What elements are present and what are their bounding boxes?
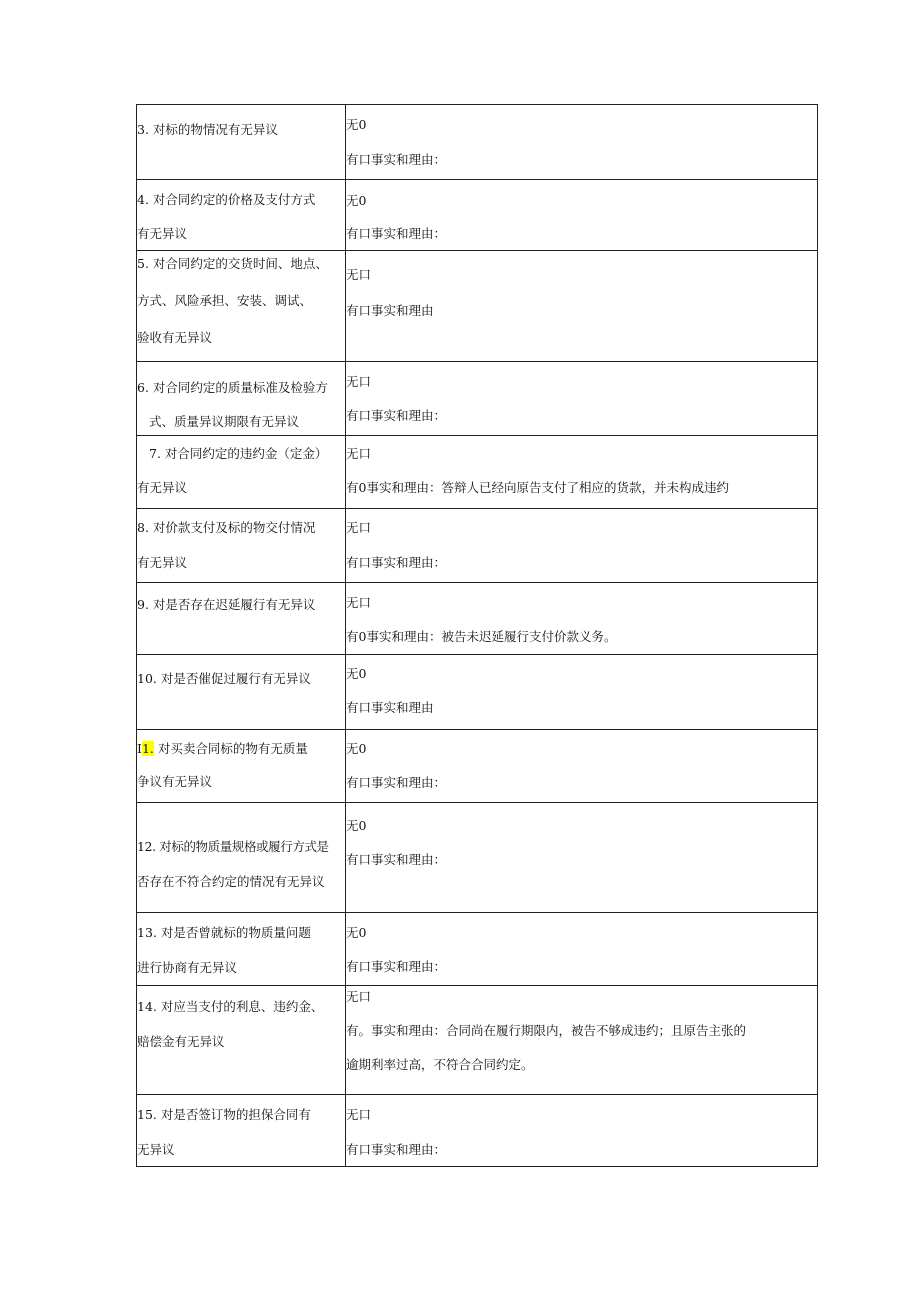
answer-cell <box>346 730 818 803</box>
question-cell <box>137 913 346 986</box>
question-text: 争议有无异议 <box>137 774 213 789</box>
table-row <box>137 655 818 730</box>
answer-cell <box>346 509 818 583</box>
question-text: 10. 对是否催促过履行有无异议 <box>137 671 311 686</box>
answer-yes-option: 有0事实和理由：答辩人已经向原告支付了相应的货款，并未构成违约 <box>346 480 729 495</box>
question-text: 7. 对合同约定的违约金（定金） <box>149 446 328 461</box>
answer-yes-option: 有口事实和理由： <box>346 408 447 423</box>
table-row <box>137 583 818 655</box>
answer-yes-option: 有口事实和理由： <box>346 959 447 974</box>
question-cell <box>137 1095 346 1167</box>
answer-cell <box>346 913 818 986</box>
question-text: 13. 对是否曾就标的物质量问题 <box>137 925 311 940</box>
answer-no-option: 无口 <box>346 989 372 1004</box>
answer-cell <box>346 105 818 180</box>
answer-yes-option: 有0事实和理由：被告未迟延履行支付价款义务。 <box>346 629 617 644</box>
question-text: 5. 对合同约定的交货时间、地点、 <box>137 256 328 271</box>
question-text: 方式、风险承担、安装、调试、 <box>137 293 313 308</box>
question-text: 进行协商有无异议 <box>137 960 238 975</box>
question-cell <box>137 251 346 362</box>
answer-no-option: 无口 <box>346 374 372 389</box>
answer-no-option: 无口 <box>346 595 372 610</box>
answer-cell <box>346 986 818 1095</box>
answer-cell <box>346 251 818 362</box>
question-text: 有无异议 <box>137 480 188 495</box>
question-text: 15. 对是否签订物的担保合同有 <box>137 1107 311 1122</box>
answer-no-option: 无0 <box>346 666 367 681</box>
answer-cell <box>346 180 818 251</box>
table-row <box>137 436 818 509</box>
question-text <box>137 739 345 757</box>
question-cell <box>137 362 346 436</box>
question-cell <box>137 986 346 1095</box>
answer-cell <box>346 362 818 436</box>
question-text: 4. 对合同约定的价格及支付方式 <box>137 192 316 207</box>
table-row <box>137 362 818 436</box>
answer-reason-continued: 逾期利率过高，不符合合同约定。 <box>346 1057 534 1072</box>
question-cell <box>137 730 346 803</box>
answer-no-option: 无口 <box>346 1107 372 1122</box>
answer-yes-option: 有口事实和理由： <box>346 555 447 570</box>
question-cell <box>137 583 346 655</box>
question-cell <box>137 803 346 913</box>
question-text: 赔偿金有无异议 <box>137 1034 225 1049</box>
table-row <box>137 986 818 1095</box>
table-row <box>137 1095 818 1167</box>
answer-no-option: 无口 <box>346 267 372 282</box>
question-cell <box>137 436 346 509</box>
table-row <box>137 105 818 180</box>
question-text: 8. 对价款支付及标的物交付情况 <box>137 520 316 535</box>
answer-yes-option: 有口事实和理由 <box>346 303 434 318</box>
table-row <box>137 803 818 913</box>
question-cell <box>137 655 346 730</box>
answer-no-option: 无0 <box>346 818 367 833</box>
question-text: 式、质量异议期限有无异议 <box>149 414 300 429</box>
answer-cell <box>346 1095 818 1167</box>
table-row <box>137 180 818 251</box>
answer-yes-option: 有口事实和理由： <box>346 1142 447 1157</box>
answer-yes-option: 有口事实和理由： <box>346 775 447 790</box>
question-cell <box>137 180 346 251</box>
question-text: 12. 对标的物质量规格或履行方式是 <box>137 839 329 854</box>
answer-no-option: 无口 <box>346 520 372 535</box>
question-text: 9. 对是否存在迟延履行有无异议 <box>137 597 316 612</box>
answer-yes-option: 有口事实和理由： <box>346 152 447 167</box>
table-row <box>137 730 818 803</box>
answer-yes-option: 有。事实和理由：合同尚在履行期限内，被告不够成违约；且原告主张的 <box>346 1023 747 1038</box>
question-text: 有无异议 <box>137 555 188 570</box>
question-number-prefix: I <box>137 741 142 756</box>
answer-cell <box>346 436 818 509</box>
question-text: 验收有无异议 <box>137 330 213 345</box>
question-text: 有无异议 <box>137 226 188 241</box>
answer-no-option: 无0 <box>346 741 367 756</box>
question-text: 无异议 <box>137 1142 175 1157</box>
table-row <box>137 509 818 583</box>
question-text-rest: 对买卖合同标的物有无质量 <box>153 741 308 756</box>
answer-yes-option: 有口事实和理由： <box>346 226 447 241</box>
answer-no-option: 无口 <box>346 446 372 461</box>
answer-cell <box>346 583 818 655</box>
question-text: 6. 对合同约定的质量标准及检验方 <box>137 380 328 395</box>
answer-no-option: 无0 <box>346 117 367 132</box>
answer-cell <box>346 803 818 913</box>
question-text: 3. 对标的物情况有无异议 <box>137 122 278 137</box>
question-text: 14. 对应当支付的利息、违约金、 <box>137 999 324 1014</box>
answer-yes-option: 有口事实和理由 <box>346 700 434 715</box>
question-cell <box>137 105 346 180</box>
question-cell <box>137 509 346 583</box>
table-row <box>137 251 818 362</box>
answer-cell <box>346 655 818 730</box>
answer-no-option: 无0 <box>346 925 367 940</box>
answer-no-option: 无0 <box>346 193 367 208</box>
question-text: 否存在不符合约定的情况有无异议 <box>137 874 325 889</box>
objection-table <box>136 104 818 1167</box>
table-row <box>137 913 818 986</box>
answer-yes-option: 有口事实和理由： <box>346 852 447 867</box>
highlighted-number: 1. <box>141 741 154 756</box>
